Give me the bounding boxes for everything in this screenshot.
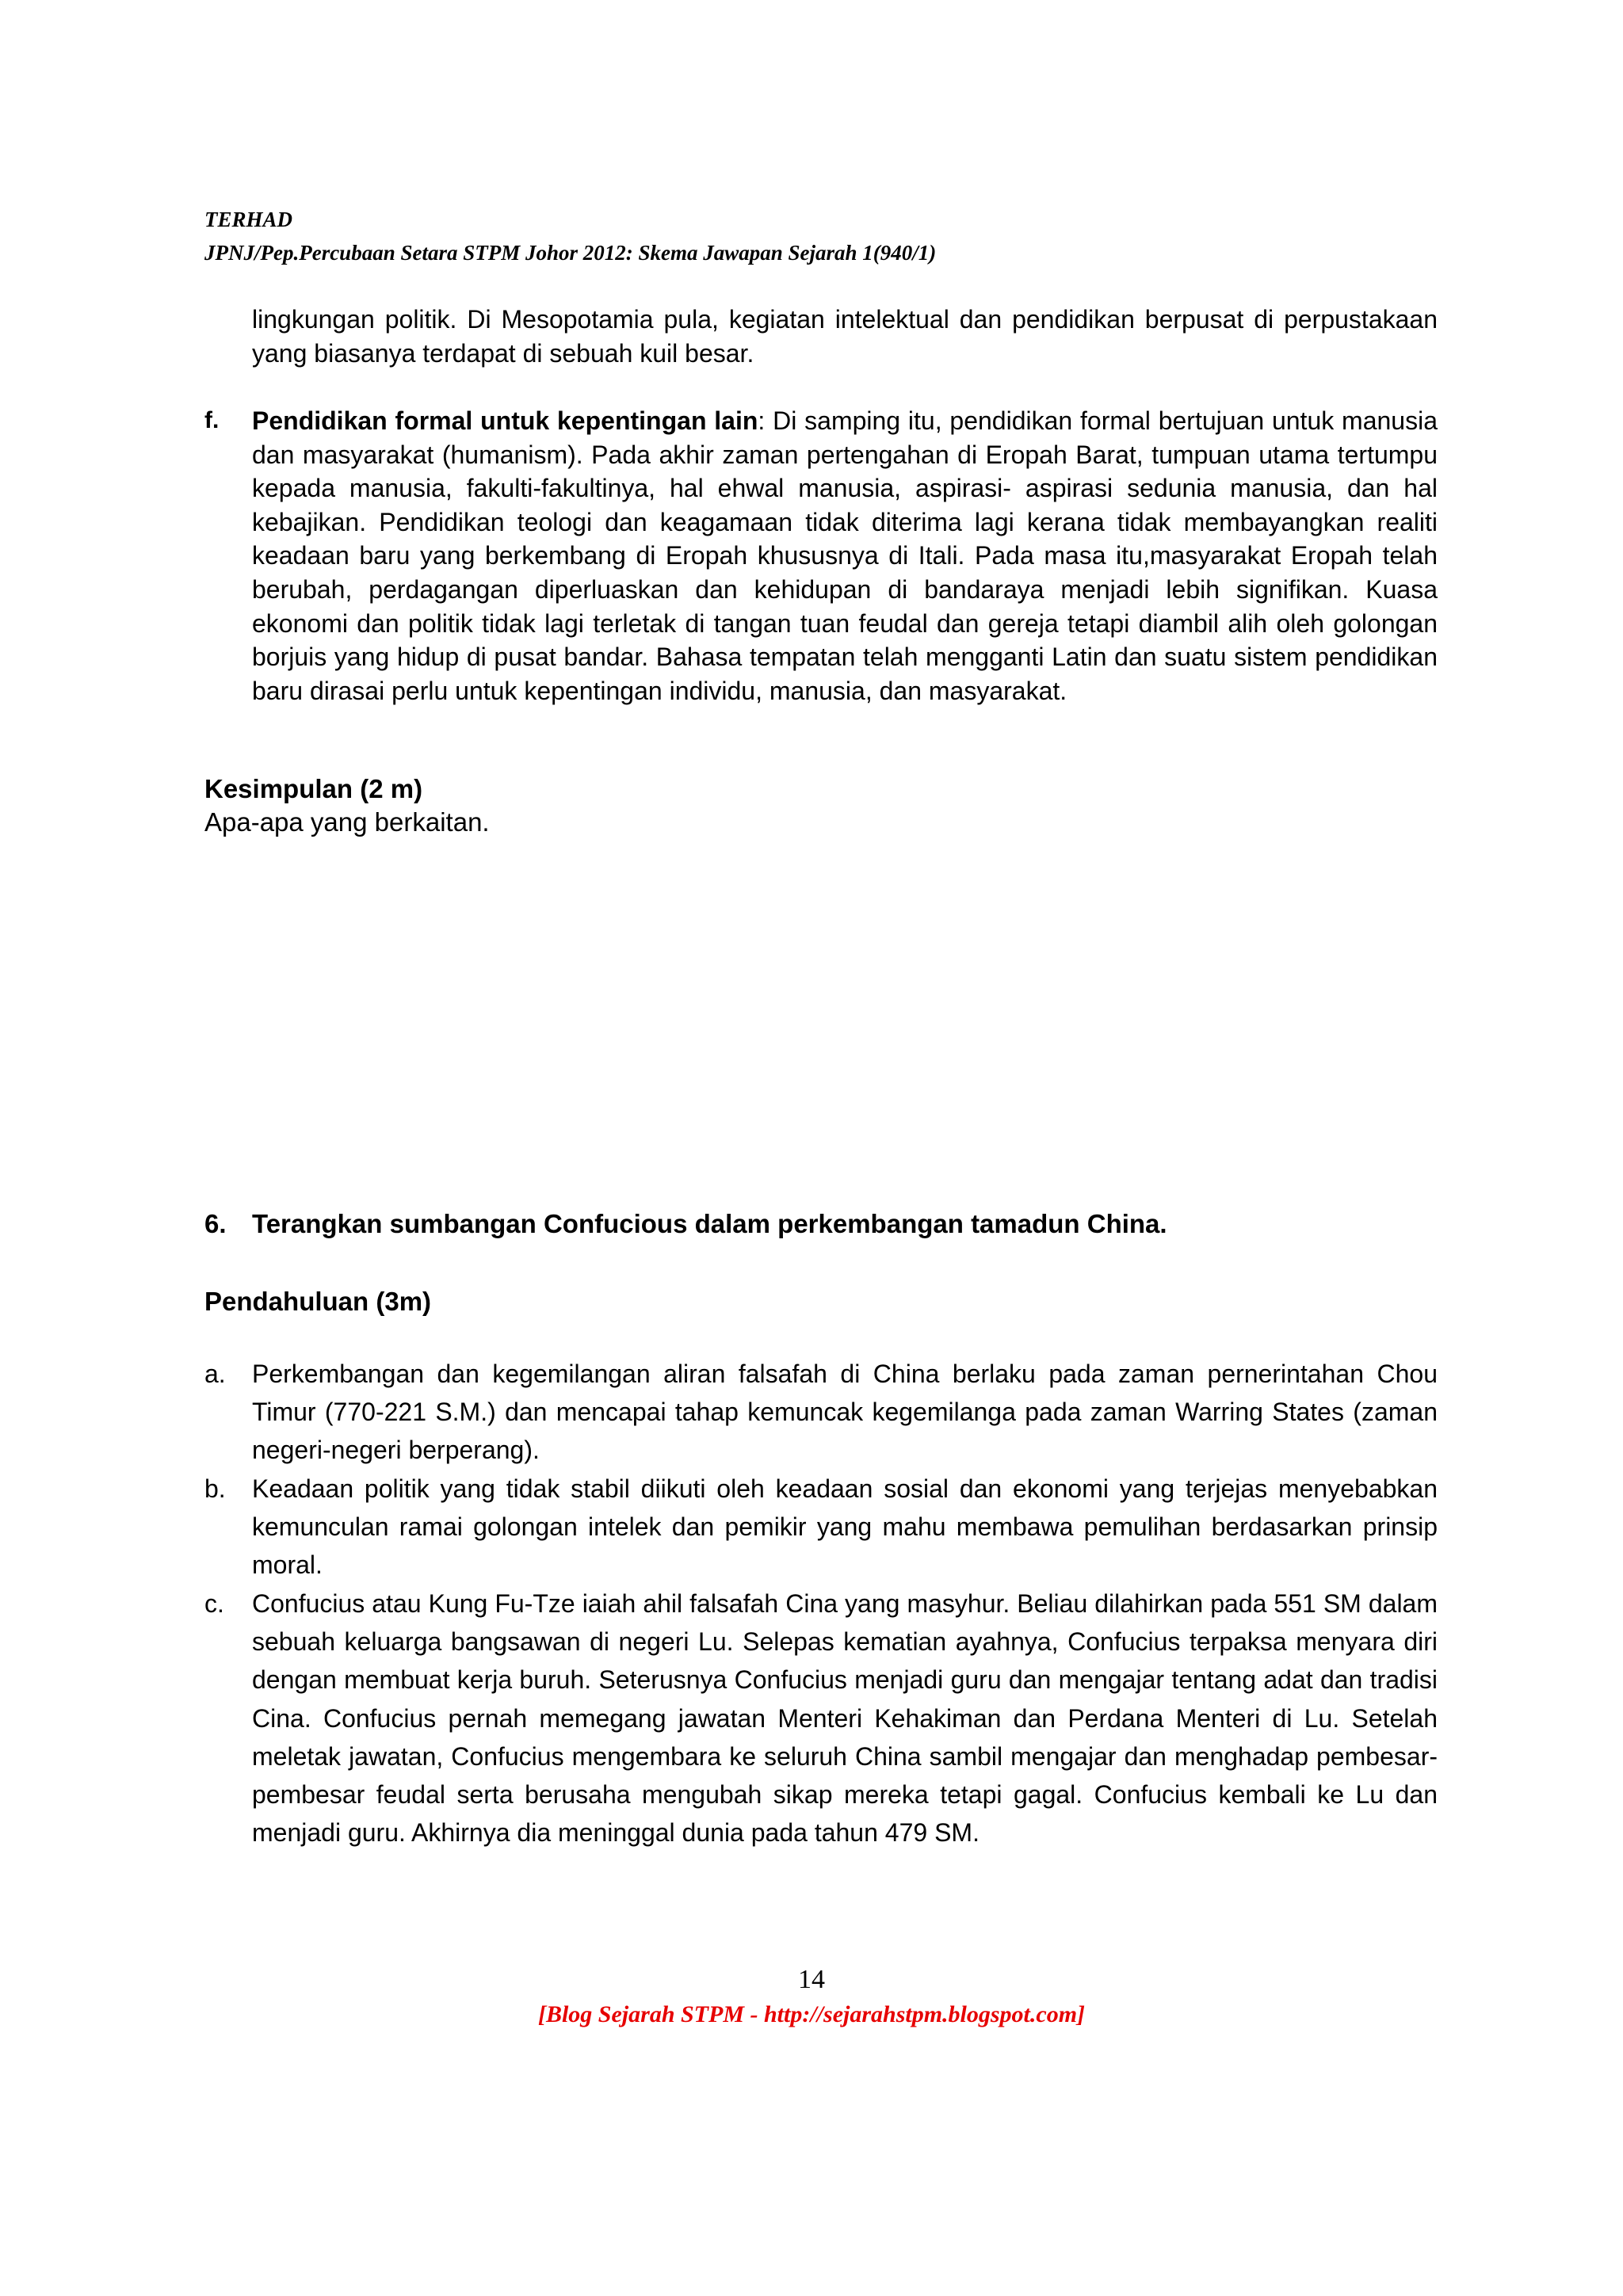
list-item-a-label: a. bbox=[204, 1360, 226, 1388]
pendahuluan-heading: Pendahuluan (3m) bbox=[204, 1287, 432, 1316]
item-f-label: f. bbox=[204, 407, 220, 433]
list-item-c-label: c. bbox=[204, 1589, 224, 1618]
list-item-b-text: Keadaan politik yang tidak stabil diikuti oleh keadaan sosial dan ekonomi yang terjejas menyebabkan kemunculan ramai golongan intelek dan pemikir yang mahu membawa pemulihan berdasarkan prinsip moral. bbox=[252, 1474, 1438, 1580]
blog-link[interactable]: [Blog Sejarah STPM - http://sejarahstpm.blogspot.com] bbox=[537, 2001, 1086, 2027]
question-text: Terangkan sumbangan Confucious dalam perkembangan tamadun China. bbox=[252, 1209, 1167, 1238]
list-item-a-text: Perkembangan dan kegemilangan aliran falsafah di China berlaku pada zaman pernerintahan Chou Timur (770-221 S.M.) dan mencapai tahap kemuncak kegemilanga pada zaman Warring States (zaman negeri-negeri berperang). bbox=[252, 1360, 1438, 1465]
list-item-c-text: Confucius atau Kung Fu-Tze iaiah ahil falsafah Cina yang masyhur. Beliau dilahirkan pada 551 SM dalam sebuah keluarga bangsawan di negeri Lu. Selepas kematian ayahnya, Confucius terpaksa menyara diri dengan membuat kerja buruh. Seterusnya Confucius menjadi guru dan mengajar tentang adat dan tradisi Cina. Confucius pernah memegang jawatan Menteri Kehakiman dan Perdana Menteri di Lu. Setelah meletak jawatan, Confucius mengembara ke seluruh China sambil mengajar dan menghadap pembesar-pembesar feudal serta berusaha mengubah sikap mereka tetapi gagal. Confucius kembali ke Lu dan menjadi guru. Akhirnya dia meninggal dunia pada tahun 479 SM. bbox=[252, 1589, 1438, 1848]
header-label: TERHAD bbox=[204, 208, 293, 231]
question-number: 6. bbox=[204, 1209, 227, 1238]
continuation-paragraph: lingkungan politik. Di Mesopotamia pula, kegiatan intelektual dan pendidikan berpusat di perpustakaan yang biasanya terdapat di sebuah kuil besar. bbox=[252, 305, 1438, 368]
kesimpulan-heading: Kesimpulan (2 m) bbox=[204, 774, 423, 803]
page-header bbox=[204, 203, 1441, 269]
item-f-paragraph bbox=[252, 404, 1438, 707]
header-subtitle: JPNJ/Pep.Percubaan Setara STPM Johor 2012: Skema Jawapan Sejarah 1(940/1) bbox=[204, 241, 937, 265]
item-f-text: : Di samping itu, pendidikan formal bertujuan untuk manusia dan masyarakat (humanism). Pada akhir zaman pertengahan di Eropah Barat, tumpuan utama tertumpu kepada manusia, fakulti-fakultinya, hal ehwal manusia, aspirasi- aspirasi sedunia manusia, dan hal kebajikan. Pendidikan teologi dan keagamaan tidak diterima lagi kerana tidak membayangkan realiti keadaan baru yang berkembang di Eropah khususnya di Itali. Pada masa itu,masyarakat Eropah telah berubah, perdagangan diperluaskan dan kehidupan di bandaraya menjadi lebih signifikan. Kuasa ekonomi dan politik tidak lagi terletak di tangan tuan feudal dan gereja tetapi diambil alih oleh golongan borjuis yang hidup di pusat bandar. Bahasa tempatan telah mengganti Latin dan suatu sistem pendidikan baru dirasai perlu untuk kepentingan individu, manusia, dan masyarakat. bbox=[252, 406, 1438, 705]
list-item-b-label: b. bbox=[204, 1474, 226, 1503]
item-f-title: Pendidikan formal untuk kepentingan lain bbox=[252, 406, 758, 435]
question-6 bbox=[204, 1207, 1441, 1241]
kesimpulan-text: Apa-apa yang berkaitan. bbox=[204, 807, 490, 837]
page-number: 14 bbox=[798, 1965, 825, 1994]
